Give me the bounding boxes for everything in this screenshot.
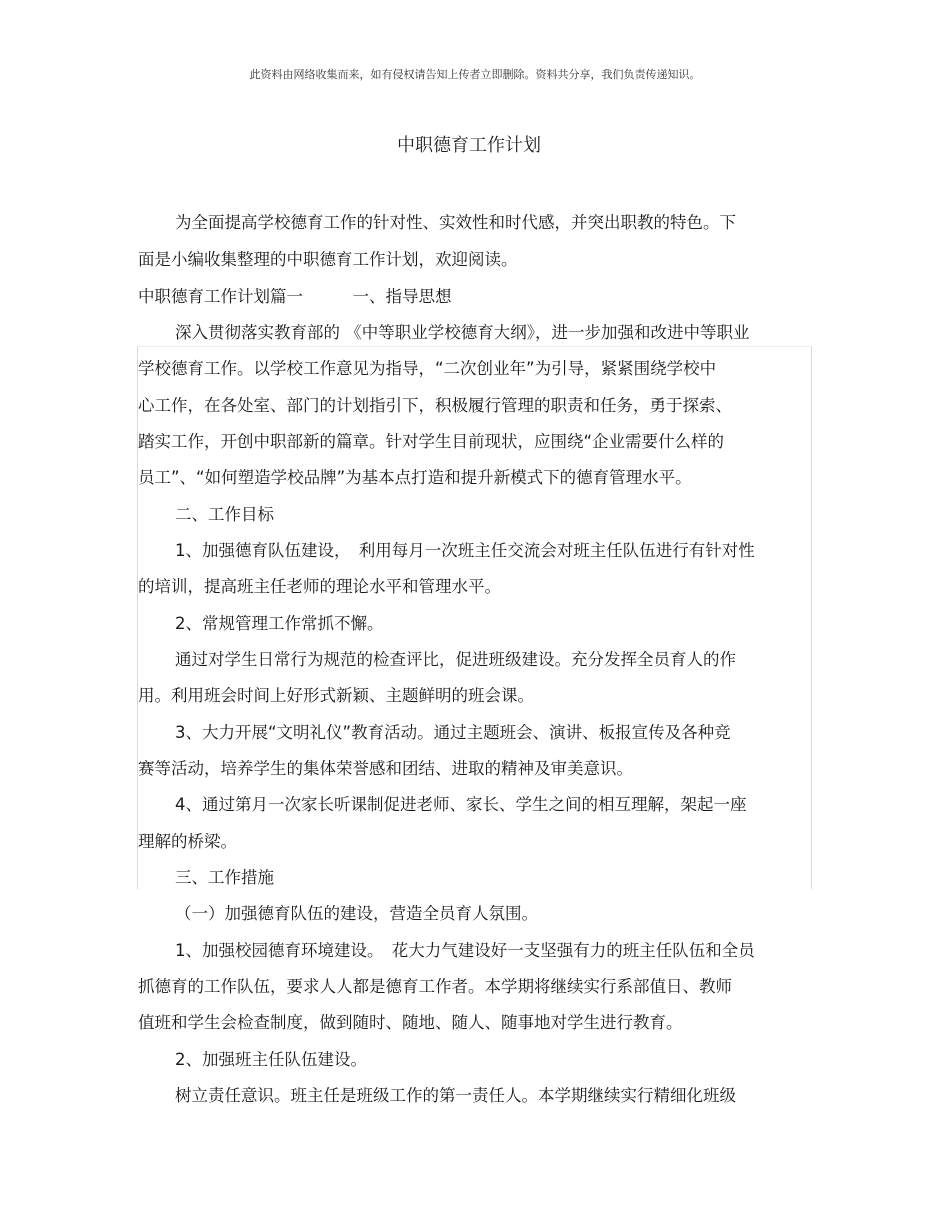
copyright-notice: 此资料由网络收集而来，如有侵权请告知上传者立即删除。资料共分享，我们负责传递知识。	[249, 68, 701, 81]
body-line: 深入贯彻落实教育部的 《中等职业学校德育大纲》，进一步加强和改进中等职业	[175, 323, 750, 342]
body-line: 抓德育的工作队伍，要求人人都是德育工作者。本学期将继续实行系部值日、教师	[138, 977, 732, 996]
section-heading: 三、工作措施	[175, 868, 274, 887]
body-line: 踏实工作，开创中职部新的篇章。针对学生目前现状，应围绕“企业需要什么样的	[138, 432, 725, 451]
subsection-heading: （一）加强德育队伍的建设，营造全员育人氛围。	[175, 904, 538, 923]
body-line: 树立责任意识。班主任是班级工作的第一责任人。本学期继续实行精细化班级	[175, 1086, 736, 1105]
body-line: 1、加强德育队伍建设， 利用每月一次班主任交流会对班主任队伍进行有针对性	[175, 541, 755, 560]
body-line: 学校德育工作。以学校工作意见为指导，“二次创业年”为引导，紧紧围绕学校中	[138, 359, 717, 378]
body-line: 心工作，在各处室、部门的计划指引下，积极履行管理的职责和任务，勇于探索、	[138, 396, 732, 415]
body-line: 赛等活动，培养学生的集体荣誉感和团结、进取的精神及审美意识。	[138, 759, 633, 778]
body-line: 2、加强班主任队伍建设。	[175, 1050, 367, 1069]
body-line: 理解的桥梁。	[138, 832, 237, 851]
section-heading: 二、工作目标	[175, 505, 274, 524]
body-line: 4、通过第月一次家长听课制促进老师、家长、学生之间的相互理解，架起一座	[175, 795, 747, 814]
body-line: 的培训，提高班主任老师的理论水平和管理水平。	[138, 577, 501, 596]
body-line: 员工”、“如何塑造学校品牌”为基本点打造和提升新模式下的德育管理水平。	[138, 468, 692, 487]
section-heading: 中职德育工作计划篇一 一、指导思想	[138, 287, 452, 306]
body-line: 面是小编收集整理的中职德育工作计划，欢迎阅读。	[138, 250, 518, 269]
body-line: 通过对学生日常行为规范的检查评比，促进班级建设。充分发挥全员育人的作	[175, 650, 736, 669]
body-line: 用。利用班会时间上好形式新颖、主题鲜明的班会课。	[138, 686, 534, 705]
body-line: 2、常规管理工作常抓不懈。	[175, 614, 384, 633]
body-line: 值班和学生会检查制度，做到随时、随地、随人、随事地对学生进行教育。	[138, 1013, 683, 1032]
document-title: 中职德育工作计划	[397, 135, 541, 156]
body-line: 为全面提高学校德育工作的针对性、实效性和时代感，并突出职教的特色。下	[175, 213, 736, 232]
body-line: 3、大力开展“文明礼仪”教育活动。通过主题班会、演讲、板报宣传及各种竞	[175, 723, 731, 742]
body-line: 1、加强校园德育环境建设。 花大力气建设好一支坚强有力的班主任队伍和全员	[175, 941, 755, 960]
